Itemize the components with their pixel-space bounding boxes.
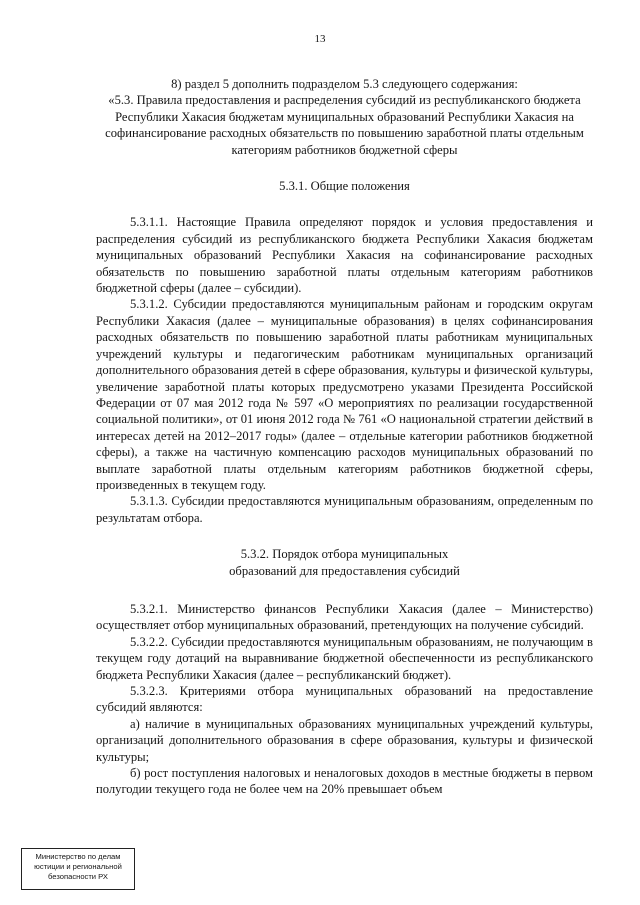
document-body <box>96 76 593 798</box>
stamp-line: Министерство по делам <box>35 852 121 861</box>
amendment-intro: 8) раздел 5 дополнить подразделом 5.3 следующего содержания: <box>171 77 518 91</box>
criterion-b: б) рост поступления налоговых и неналоговых доходов в местные бюджеты в первом полугодии текущего года не более чем на 20% превышает объем <box>96 766 593 797</box>
ministry-stamp <box>21 848 135 890</box>
criterion-a: а) наличие в муниципальных образованиях муниципальных учреждений культуры, организаций дополнительного образования в сфере образования, культуры и физической культуры; <box>96 716 593 764</box>
paragraph-5-3-1-3: 5.3.1.3. Субсидии предоставляются муниципальным образованиям, определенным по результатам отбора. <box>96 494 593 525</box>
page-number: 13 <box>314 33 326 45</box>
paragraph-5-3-2-2: 5.3.2.2. Субсидии предоставляются муниципальным образованиям, не получающим в текущем году дотаций на выравнивание бюджетной обеспеченности из республиканского бюджета Республики Хакасия (далее – республиканский бюджет). <box>96 634 593 682</box>
section-heading-selection-procedure <box>96 546 593 579</box>
paragraph-5-3-2-3: 5.3.2.3. Критериями отбора муниципальных образований на предоставление субсидий являются: <box>96 684 593 715</box>
section-heading-line: образований для предоставления субсидий <box>229 563 460 578</box>
stamp-line: юстиции и региональной <box>34 862 122 871</box>
section-heading-general-provisions: 5.3.1. Общие положения <box>279 179 410 194</box>
rules-title: «5.3. Правила предоставления и распределения субсидий из республиканского бюджета Республики Хакасия бюджетам муниципальных образований Республики Хакасия на софинансирование расходных обязательств по повышению заработной платы отдельным категориям работников бюджетной сферы <box>105 93 584 157</box>
paragraph-5-3-1-2: 5.3.1.2. Субсидии предоставляются муниципальным районам и городским округам Республики Хакасия (далее – муниципальные образования) в целях софинансирования расходных обязательств по повышению заработной платы работникам муниципальных учреждений культуры и педагогическим работникам муниципальных организаций дополнительного образования детей в сфере образования, культуры и физической культуры, увеличение заработной платы которых предусмотрено указами Президента Российской Федерации от 07 мая 2012 года № 597 «О мероприятиях по реализации государственной социальной политики», от 01 июня 2012 года № 761 «О национальной стратегии действий в интересах детей на 2012–2017 годы» (далее – отдельные категории работников бюджетной сферы), а также на частичную компенсацию расходов муниципальных образований по выплате заработной платы отдельным категориям работников бюджетной сферы, произведенных в текущем году. <box>96 297 593 492</box>
paragraph-5-3-2-1: 5.3.2.1. Министерство финансов Республики Хакасия (далее – Министерство) осуществляет отбор муниципальных образований, претендующих на получение субсидий. <box>96 601 593 633</box>
section-heading-line: 5.3.2. Порядок отбора муниципальных <box>240 547 449 562</box>
paragraph-5-3-1-1: 5.3.1.1. Настоящие Правила определяют порядок и условия предоставления и распределения субсидий из республиканского бюджета Республики Хакасия бюджетам муниципальных образований Республики Хакасия на софинансирование расходных обязательств по повышению заработной платы отдельным категориям работников бюджетной сферы (далее – субсидии). <box>96 215 593 296</box>
stamp-line: безопасности РХ <box>48 872 108 881</box>
